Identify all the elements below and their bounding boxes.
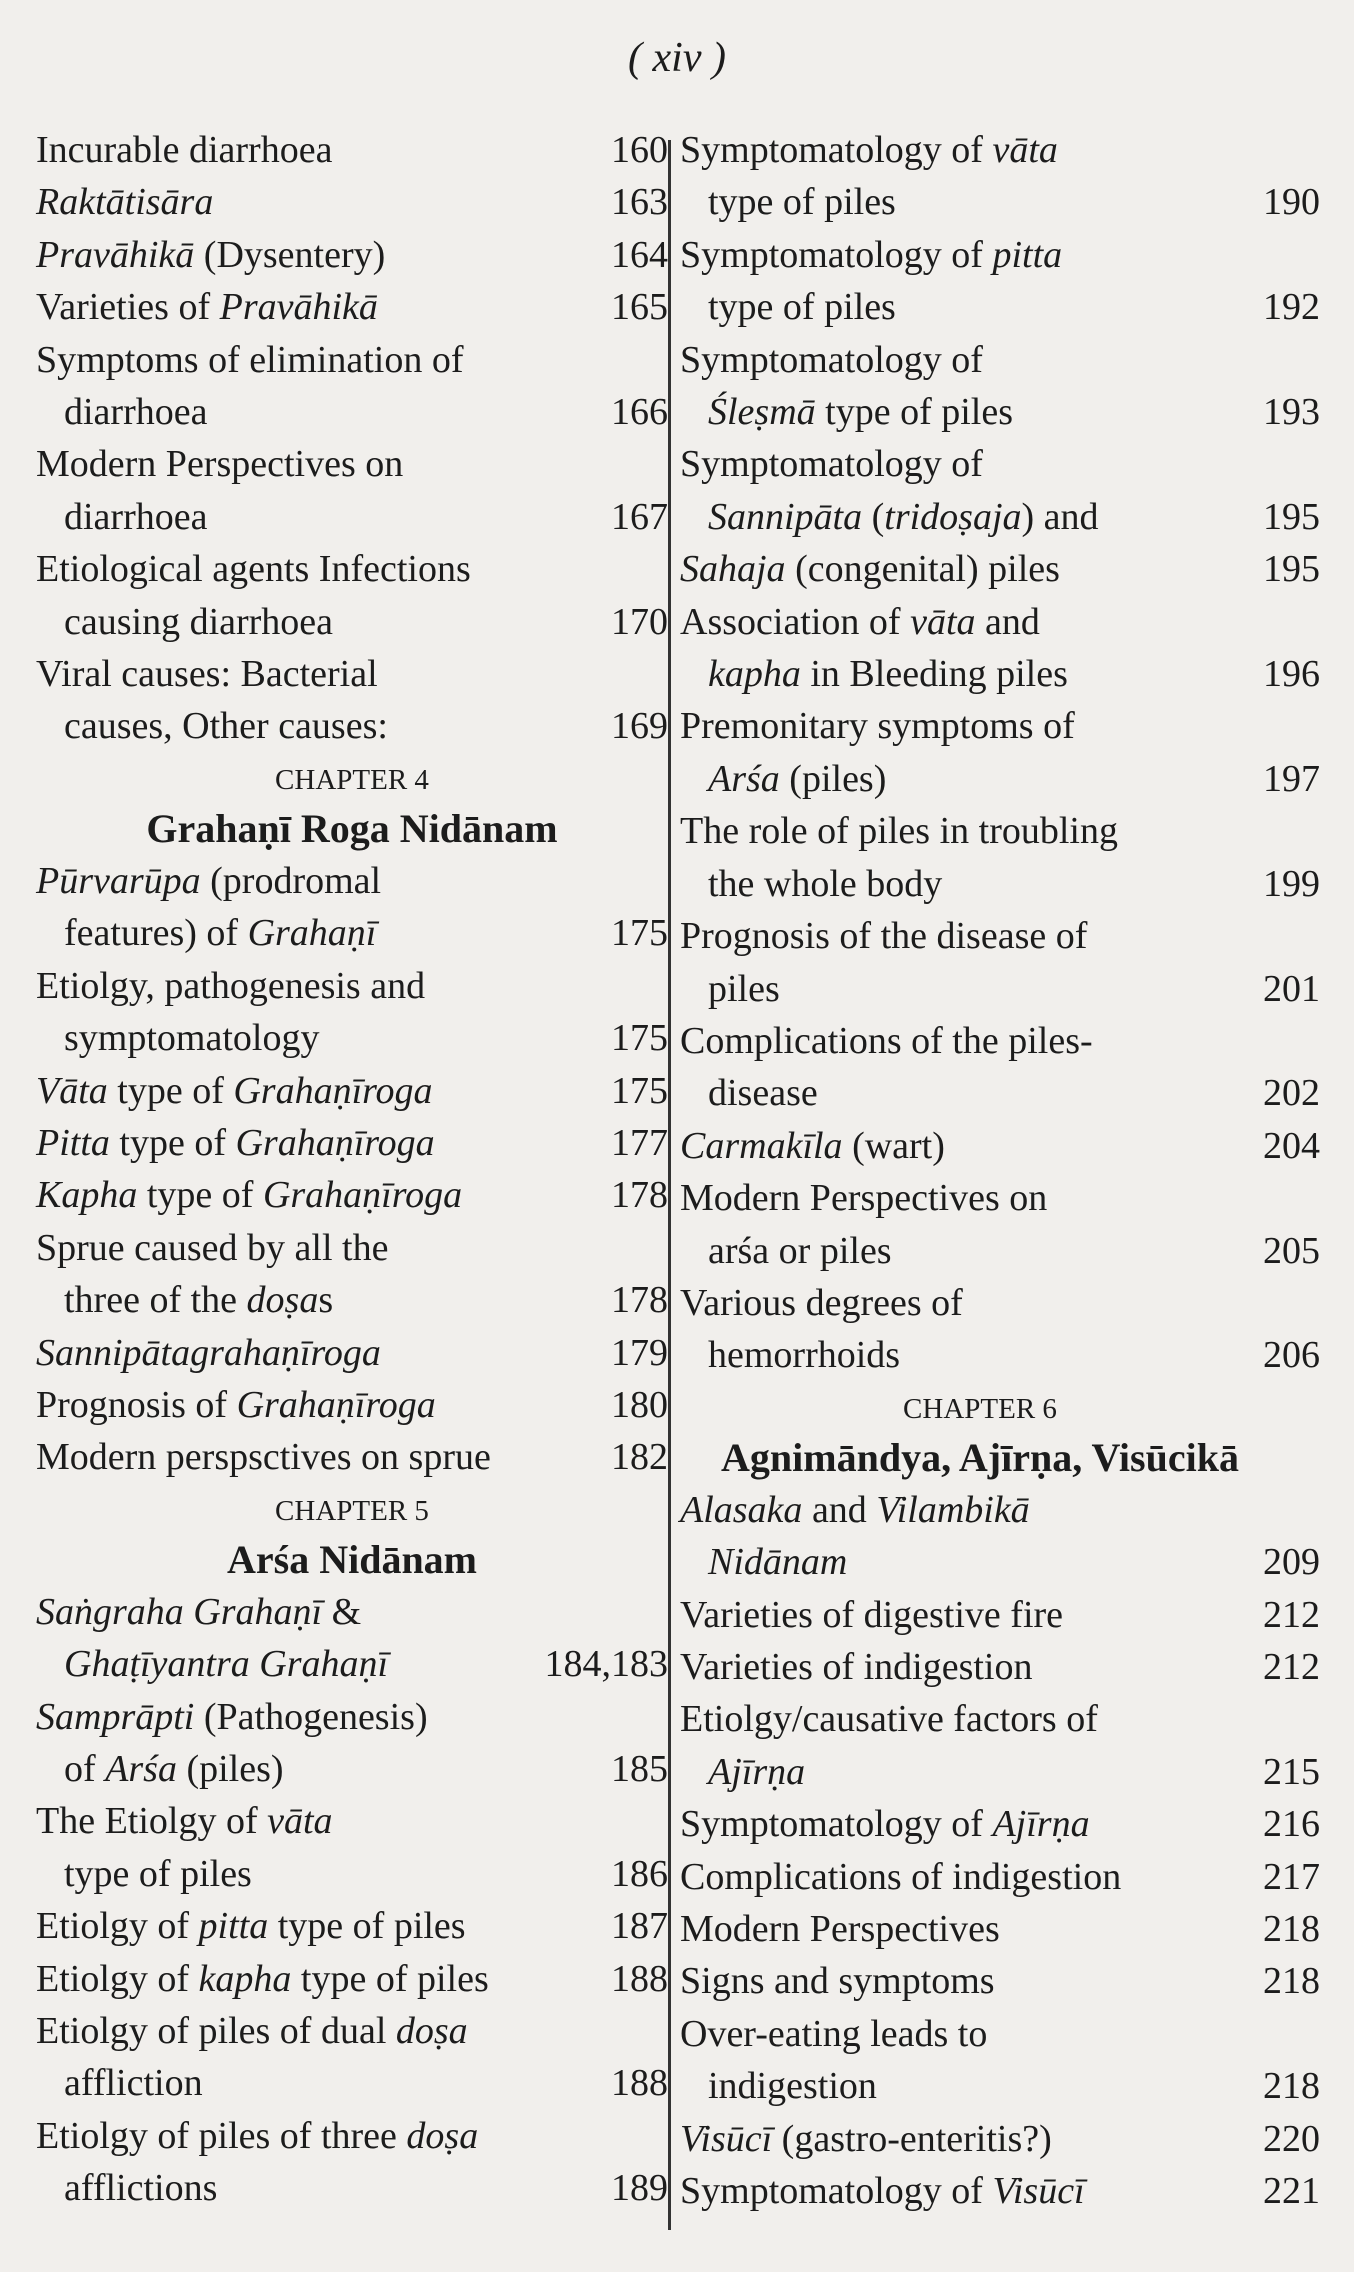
entry-title	[680, 1641, 1320, 1693]
entry-text: (gastro-enteritis?)	[772, 2117, 1052, 2160]
entry-title	[680, 1484, 1320, 1536]
toc-entry	[680, 334, 1320, 439]
entry-page-number: 167	[611, 495, 668, 538]
entry-page-number: 186	[611, 1852, 668, 1895]
entry-text: of	[64, 1747, 106, 1790]
toc-entry	[680, 1277, 1320, 1382]
entry-page-number: 178	[611, 1174, 668, 1217]
entry-title	[36, 1169, 668, 1221]
entry-title-continued	[680, 648, 1320, 700]
entry-title	[36, 1117, 668, 1169]
entry-text: the whole body	[708, 862, 943, 905]
chapter-title: Agnimāndya, Ajīrṇa, Visūcikā	[721, 1434, 1239, 1480]
chapter-label: CHAPTER 6	[903, 1392, 1057, 1425]
entry-title-continued	[36, 1848, 668, 1900]
entry-text-italic: Alasaka	[680, 1488, 803, 1531]
entry-text: afflictions	[64, 2167, 218, 2210]
entry-title-continued	[680, 386, 1320, 438]
entry-text: Etiolgy, pathogenesis and	[36, 964, 426, 1007]
entry-title-continued	[36, 2057, 668, 2109]
entry-text-italic: Grahaṇīroga	[233, 1069, 433, 1112]
entry-text: Premonitary symptoms of	[680, 705, 1075, 748]
chapter-label: CHAPTER 4	[275, 763, 429, 796]
toc-entry	[680, 1120, 1320, 1172]
toc-entry	[36, 960, 668, 1065]
entry-page-number: 217	[1263, 1855, 1320, 1898]
entry-text-italic: Sahaja	[680, 548, 786, 591]
entry-page-number: 175	[611, 1069, 668, 1112]
entry-text-italic: Arśa	[708, 757, 780, 800]
entry-title	[36, 1586, 668, 1638]
entry-page-number: 179	[611, 1331, 668, 1374]
entry-title	[36, 1379, 668, 1431]
toc-entry-group	[680, 1484, 1320, 2218]
toc-entry	[36, 2005, 668, 2110]
entry-text: Symptomatology of	[680, 443, 983, 486]
entry-text: (Pathogenesis)	[194, 1695, 428, 1738]
entry-title-continued	[36, 700, 668, 752]
entry-text-italic: Carmakīla	[680, 1124, 843, 1167]
toc-entry	[36, 1900, 668, 1952]
column-divider	[668, 140, 671, 2230]
entry-page-number: 215	[1263, 1750, 1320, 1793]
entry-page-number: 163	[611, 181, 668, 224]
entry-title	[36, 1691, 668, 1743]
entry-text-italic: Sannipātagrahaṇīroga	[36, 1331, 381, 1374]
toc-entry	[680, 229, 1320, 334]
entry-title	[36, 1431, 668, 1483]
entry-text-italic: Nidānam	[708, 1541, 848, 1584]
entry-text: diarrhoea	[64, 391, 208, 434]
entry-text: Association of	[680, 600, 911, 643]
entry-text-italic: Saṅgraha Grahaṇī	[36, 1590, 323, 1633]
entry-text-italic: Grahaṇīroga	[262, 1174, 463, 1217]
chapter-title: Arśa Nidānam	[226, 1536, 478, 1582]
entry-text: Symptomatology of	[680, 2170, 993, 2213]
entry-text: Symptoms of elimination of	[36, 338, 464, 381]
entry-text: causing diarrhoea	[64, 600, 334, 643]
entry-text: disease	[708, 1072, 818, 1115]
entry-title	[680, 1955, 1320, 2007]
entry-text: Over-eating leads to	[680, 2012, 988, 2055]
toc-entry	[36, 1065, 668, 1117]
toc-entry	[36, 1586, 668, 1691]
entry-text: (wart)	[842, 1124, 945, 1167]
entry-page-number: 177	[611, 1121, 668, 1164]
toc-entry	[36, 1795, 668, 1900]
entry-page-number: 160	[611, 129, 668, 171]
entry-title-continued	[680, 1536, 1320, 1588]
toc-entry	[680, 1641, 1320, 1693]
entry-title-continued	[680, 1746, 1320, 1798]
entry-title	[36, 1222, 668, 1274]
entry-title	[680, 700, 1320, 752]
entry-title	[680, 438, 1320, 490]
entry-text: (	[862, 495, 885, 538]
toc-entry	[36, 1379, 668, 1431]
entry-title-continued	[680, 1225, 1320, 1277]
entry-page-number: 216	[1263, 1803, 1320, 1846]
entry-text: &	[322, 1590, 362, 1633]
toc-entry	[36, 281, 668, 333]
entry-title	[680, 1277, 1320, 1329]
entry-title-continued	[36, 1012, 668, 1064]
toc-entry	[36, 1117, 668, 1169]
entry-text-italic: vāta	[267, 1800, 333, 1843]
entry-text-italic: Grahaṇīroga	[236, 1383, 436, 1426]
toc-entry	[680, 805, 1320, 910]
entry-page-number: 195	[1263, 548, 1320, 591]
toc-entry-group	[36, 1586, 668, 2215]
entry-title	[680, 1015, 1320, 1067]
entry-page-number: 206	[1263, 1334, 1320, 1377]
entry-text: Sprue caused by all the	[36, 1226, 389, 1269]
entry-text-italic: tridoṣaja	[884, 495, 1022, 538]
entry-text-italic: pitta	[198, 1905, 269, 1948]
toc-entry	[680, 910, 1320, 1015]
entry-text: Prognosis of	[36, 1383, 237, 1426]
toc-entry-group	[36, 124, 668, 753]
entry-title	[36, 176, 668, 228]
entry-text-italic: Pūrvarūpa	[36, 859, 201, 902]
entry-text-italic: doṣa	[406, 2114, 479, 2157]
toc-entry-group	[36, 855, 668, 1484]
entry-text: Various degrees of	[680, 1281, 963, 1324]
entry-text: (piles)	[779, 757, 887, 800]
entry-title	[680, 1903, 1320, 1955]
entry-text: type of	[107, 1069, 234, 1112]
entry-page-number: 218	[1263, 2065, 1320, 2108]
entry-text-italic: Arśa	[105, 1747, 177, 1790]
entry-text-italic: Visūcī	[992, 2170, 1085, 2213]
entry-title	[36, 648, 668, 700]
entry-page-number: 185	[611, 1747, 668, 1790]
entry-text: Symptomatology of	[680, 129, 993, 171]
entry-page-number: 218	[1263, 1908, 1320, 1950]
entry-page-number: 165	[611, 286, 668, 329]
entry-title-continued	[680, 176, 1320, 228]
entry-text-italic: vāta	[910, 600, 976, 643]
toc-entry	[36, 1222, 668, 1327]
entry-title	[680, 1589, 1320, 1641]
entry-title	[680, 124, 1320, 176]
entry-text: and	[975, 600, 1040, 643]
entry-text: Etiolgy of piles of dual	[36, 2010, 396, 2052]
entry-text: affliction	[64, 2062, 203, 2105]
entry-text: Symptomatology of	[680, 233, 993, 276]
entry-text-italic: Pravāhikā	[36, 233, 195, 276]
entry-text: type of piles	[291, 1957, 489, 2000]
toc-entry	[680, 1589, 1320, 1641]
entry-text: hemorrhoids	[708, 1334, 901, 1377]
toc-entry	[36, 543, 668, 648]
entry-page-number: 221	[1263, 2170, 1320, 2213]
entry-text-italic: Ajīrṇa	[992, 1803, 1090, 1846]
toc-entry	[36, 1431, 668, 1483]
entry-page-number: 212	[1263, 1645, 1320, 1688]
entry-page-number: 187	[611, 1905, 668, 1948]
entry-text-italic: Raktātisāra	[36, 181, 214, 224]
entry-page-number: 182	[611, 1436, 668, 1479]
entry-text: three of the	[64, 1279, 247, 1322]
entry-title	[36, 2005, 668, 2057]
entry-text-italic: kapha	[708, 653, 801, 696]
toc-entry	[36, 1953, 668, 2005]
toc-left-column	[36, 124, 668, 2215]
entry-text-italic: Kapha	[36, 1174, 138, 1217]
entry-page-number: 170	[611, 600, 668, 643]
entry-text-italic: Samprāpti	[36, 1695, 195, 1738]
toc-entry	[36, 334, 668, 439]
entry-text: Prognosis of the disease of	[680, 915, 1088, 958]
toc-right-column	[680, 124, 1320, 2217]
entry-page-number: 199	[1263, 862, 1320, 905]
entry-text: type of piles	[708, 181, 896, 224]
entry-title-continued	[680, 963, 1320, 1015]
entry-text-italic: Ajīrṇa	[708, 1750, 806, 1793]
toc-entry	[680, 700, 1320, 805]
entry-text-italic: pitta	[992, 233, 1063, 276]
entry-title-continued	[36, 596, 668, 648]
entry-text: Varieties of	[36, 286, 220, 329]
entry-text: type of	[109, 1121, 236, 1164]
entry-title-continued	[680, 1329, 1320, 1381]
entry-text: Etiolgy/causative factors of	[680, 1698, 1098, 1741]
entry-text: features) of	[64, 912, 248, 955]
entry-text-italic: Śleṣmā	[708, 391, 816, 434]
entry-text: Viral causes: Bacterial	[36, 653, 378, 696]
entry-page-number: 209	[1263, 1541, 1320, 1584]
entry-title	[36, 281, 668, 333]
entry-text: Symptomatology of	[680, 1803, 993, 1846]
entry-text: type of	[137, 1174, 263, 1217]
toc-entry	[36, 2110, 668, 2215]
toc-entry	[680, 1693, 1320, 1798]
entry-text: (congenital) piles	[785, 548, 1060, 591]
entry-text-italic: Grahaṇī	[247, 912, 377, 955]
entry-text-italic: Grahaṇīroga	[235, 1121, 435, 1164]
entry-text: Signs and symptoms	[680, 1960, 995, 2003]
entry-title-continued	[36, 907, 668, 959]
entry-text: Modern perspsctives on sprue	[36, 1436, 491, 1479]
entry-text: Etiolgy of	[36, 1905, 199, 1948]
entry-title	[680, 2113, 1320, 2165]
entry-title	[36, 855, 668, 907]
toc-entry	[680, 1955, 1320, 2007]
entry-title	[680, 1851, 1320, 1903]
toc-entry	[680, 2165, 1320, 2217]
entry-title-continued	[36, 491, 668, 543]
entry-title	[680, 805, 1320, 857]
entry-title	[36, 1327, 668, 1379]
entry-page-number: 195	[1263, 495, 1320, 538]
entry-title	[36, 1065, 668, 1117]
entry-title	[36, 124, 668, 176]
entry-title	[680, 2165, 1320, 2217]
entry-text: Etiolgy of	[36, 1957, 199, 2000]
entry-title-continued	[680, 858, 1320, 910]
entry-text-italic: Vilambikā	[876, 1488, 1030, 1531]
entry-text: Complications of indigestion	[680, 1855, 1122, 1898]
entry-page-number: 218	[1263, 1960, 1320, 2003]
entry-page-number: 202	[1263, 1072, 1320, 1115]
entry-title	[36, 2110, 668, 2162]
entry-title-continued	[36, 1743, 668, 1795]
entry-page-number: 192	[1263, 286, 1320, 329]
entry-page-number: 188	[611, 1957, 668, 2000]
toc-entry	[680, 543, 1320, 595]
entry-text: type of piles	[815, 391, 1014, 434]
toc-entry	[36, 1327, 668, 1379]
entry-title-continued	[680, 491, 1320, 543]
entry-title	[36, 1953, 668, 2005]
entry-page-number: 175	[611, 1017, 668, 1060]
toc-entry	[36, 855, 668, 960]
toc-entry	[680, 1015, 1320, 1120]
entry-text: arśa or piles	[708, 1229, 892, 1272]
entry-text: (Dysentery)	[194, 233, 386, 276]
entry-text: Etiolgy of piles of three	[36, 2114, 407, 2157]
toc-entry	[36, 124, 668, 176]
entry-page-number: 178	[611, 1279, 668, 1322]
toc-entry	[680, 1172, 1320, 1277]
entry-title	[36, 1900, 668, 1952]
entry-page-number: 212	[1263, 1593, 1320, 1636]
entry-page-number: 184,183	[544, 1643, 668, 1686]
entry-title	[680, 596, 1320, 648]
entry-text-italic: Sannipāta	[708, 495, 863, 538]
entry-page-number: 189	[611, 2167, 668, 2210]
entry-title	[680, 1693, 1320, 1745]
toc-entry-group	[680, 124, 1320, 1382]
entry-text: Modern Perspectives on	[36, 443, 404, 486]
entry-text: ) and	[1021, 495, 1099, 538]
entry-text: Symptomatology of	[680, 338, 983, 381]
entry-text: (prodromal	[200, 859, 382, 902]
entry-title	[680, 2008, 1320, 2060]
entry-text-italic: Pitta	[36, 1121, 110, 1164]
page-number: ( xiv )	[628, 35, 726, 81]
entry-page-number: 188	[611, 2062, 668, 2105]
entry-page-number: 180	[611, 1383, 668, 1426]
entry-page-number: 169	[611, 705, 668, 748]
toc-entry	[36, 438, 668, 543]
entry-title	[36, 543, 668, 595]
entry-text: Modern Perspectives	[680, 1908, 1000, 1950]
entry-page-number: 197	[1263, 757, 1320, 800]
toc-entry	[680, 1798, 1320, 1850]
entry-text: s	[318, 1279, 334, 1322]
entry-page-number: 204	[1263, 1124, 1320, 1167]
toc-entry	[680, 124, 1320, 229]
entry-title	[680, 229, 1320, 281]
entry-page-number: 220	[1263, 2117, 1320, 2160]
toc-entry	[680, 438, 1320, 543]
entry-page-number: 166	[611, 391, 668, 434]
toc-entry	[680, 1484, 1320, 1589]
entry-text: The Etiolgy of	[36, 1800, 268, 1843]
entry-text: Varieties of indigestion	[680, 1645, 1033, 1688]
entry-title	[680, 910, 1320, 962]
toc-entry	[36, 229, 668, 281]
entry-text: and	[802, 1488, 877, 1531]
entry-page-number: 201	[1263, 967, 1320, 1010]
entry-title-continued	[680, 281, 1320, 333]
entry-title	[680, 1172, 1320, 1224]
entry-title	[36, 1795, 668, 1847]
entry-text: in Bleeding piles	[800, 653, 1068, 696]
toc-entry	[36, 1169, 668, 1221]
toc-entry	[680, 2008, 1320, 2113]
entry-title	[36, 334, 668, 386]
entry-text-italic: vāta	[992, 129, 1058, 171]
entry-page-number: 193	[1263, 391, 1320, 434]
entry-title-continued	[680, 753, 1320, 805]
entry-text: diarrhoea	[64, 495, 208, 538]
entry-title	[36, 960, 668, 1012]
entry-text: symptomatology	[64, 1017, 320, 1060]
entry-text: type of piles	[268, 1905, 466, 1948]
entry-text: type of piles	[64, 1852, 252, 1895]
entry-text: causes, Other causes:	[64, 705, 388, 748]
entry-text: piles	[708, 967, 780, 1010]
entry-text: Etiological agents Infections	[36, 548, 471, 591]
entry-title	[680, 1120, 1320, 1172]
toc-entry	[36, 648, 668, 753]
entry-page-number: 190	[1263, 181, 1320, 224]
entry-title-continued	[36, 386, 668, 438]
entry-text: Varieties of digestive fire	[680, 1593, 1064, 1636]
toc-entry	[36, 176, 668, 228]
entry-page-number: 196	[1263, 653, 1320, 696]
entry-title-continued	[680, 2060, 1320, 2112]
entry-text: type of piles	[708, 286, 896, 329]
toc-entry	[680, 2113, 1320, 2165]
entry-text: Modern Perspectives on	[680, 1177, 1048, 1220]
entry-text-italic: kapha	[198, 1957, 292, 2000]
entry-title-continued	[36, 1274, 668, 1326]
entry-text-italic: Vāta	[36, 1069, 108, 1112]
chapter-label: CHAPTER 5	[275, 1494, 429, 1527]
entry-title-continued	[680, 1067, 1320, 1119]
entry-title	[36, 229, 668, 281]
entry-text-italic: doṣa	[246, 1279, 319, 1322]
entry-title	[36, 438, 668, 490]
entry-text-italic: doṣa	[395, 2010, 468, 2052]
entry-title	[680, 543, 1320, 595]
entry-title	[680, 334, 1320, 386]
entry-text: Incurable diarrhoea	[36, 129, 333, 171]
toc-entry	[680, 596, 1320, 701]
entry-text: (piles)	[176, 1747, 284, 1790]
toc-entry	[680, 1851, 1320, 1903]
chapter-title: Grahaṇī Roga Nidānam	[146, 805, 558, 851]
entry-text-italic: Pravāhikā	[219, 286, 378, 329]
entry-text: The role of piles in troubling	[680, 810, 1118, 853]
toc-entry	[680, 1903, 1320, 1955]
entry-text-italic: Ghaṭīyantra Grahaṇī	[64, 1643, 389, 1686]
entry-text-italic: Visūcī	[680, 2117, 773, 2160]
toc-entry	[36, 1691, 668, 1796]
entry-text: indigestion	[708, 2065, 877, 2108]
entry-text: Complications of the piles-	[680, 1019, 1093, 1062]
entry-title	[680, 1798, 1320, 1850]
entry-page-number: 164	[611, 233, 668, 276]
entry-page-number: 175	[611, 912, 668, 955]
entry-page-number: 205	[1263, 1229, 1320, 1272]
entry-title-continued	[36, 2162, 668, 2214]
